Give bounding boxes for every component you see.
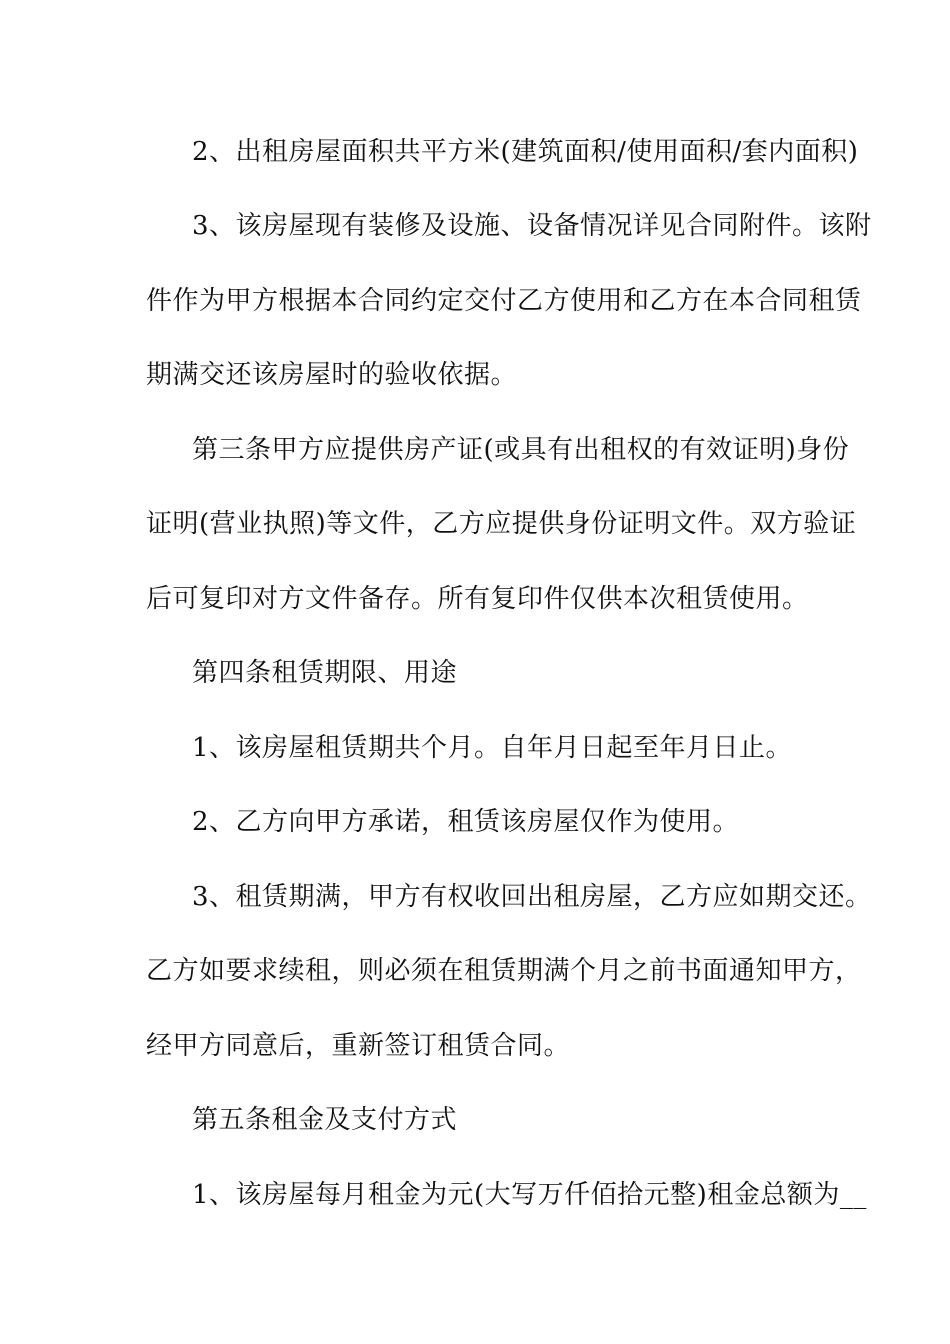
article-3-line-3: 后可复印对方文件备存。所有复印件仅供本次租赁使用。 (146, 584, 809, 614)
article-4-clause-3-line-2: 乙方如要求续租，则必须在租赁期满个月之前书面通知甲方， (146, 956, 862, 986)
article-4-clause-1: 1、该房屋租赁期共个月。自年月日起至年月日止。 (192, 733, 793, 763)
article-5-clause-1: 1、该房屋每月租金为元(大写万仟佰拾元整)租金总额为__ (192, 1180, 867, 1210)
clause-3-fixtures-line-2: 件作为甲方根据本合同约定交付乙方使用和乙方在本合同租赁 (146, 286, 862, 316)
article-4-clause-3-line-1: 3、租赁期满，甲方有权收回出租房屋，乙方应如期交还。 (192, 882, 872, 912)
clause-3-fixtures-line-3: 期满交还该房屋时的验收依据。 (146, 360, 518, 390)
article-3-line-1: 第三条甲方应提供房产证(或具有出租权的有效证明)身份 (192, 435, 850, 465)
clause-3-fixtures-line-1: 3、该房屋现有装修及设施、设备情况详见合同附件。该附 (192, 211, 872, 241)
article-5-heading: 第五条租金及支付方式 (192, 1105, 458, 1135)
article-4-heading: 第四条租赁期限、用途 (192, 658, 458, 688)
clause-2-area-line: 2、出租房屋面积共平方米(建筑面积/使用面积/套内面积) (192, 137, 859, 167)
article-4-clause-3-line-3: 经甲方同意后，重新签订租赁合同。 (146, 1031, 571, 1061)
article-4-clause-2: 2、乙方向甲方承诺，租赁该房屋仅作为使用。 (192, 807, 740, 837)
article-3-line-2: 证明(营业执照)等文件，乙方应提供身份证明文件。双方验证 (146, 509, 857, 539)
